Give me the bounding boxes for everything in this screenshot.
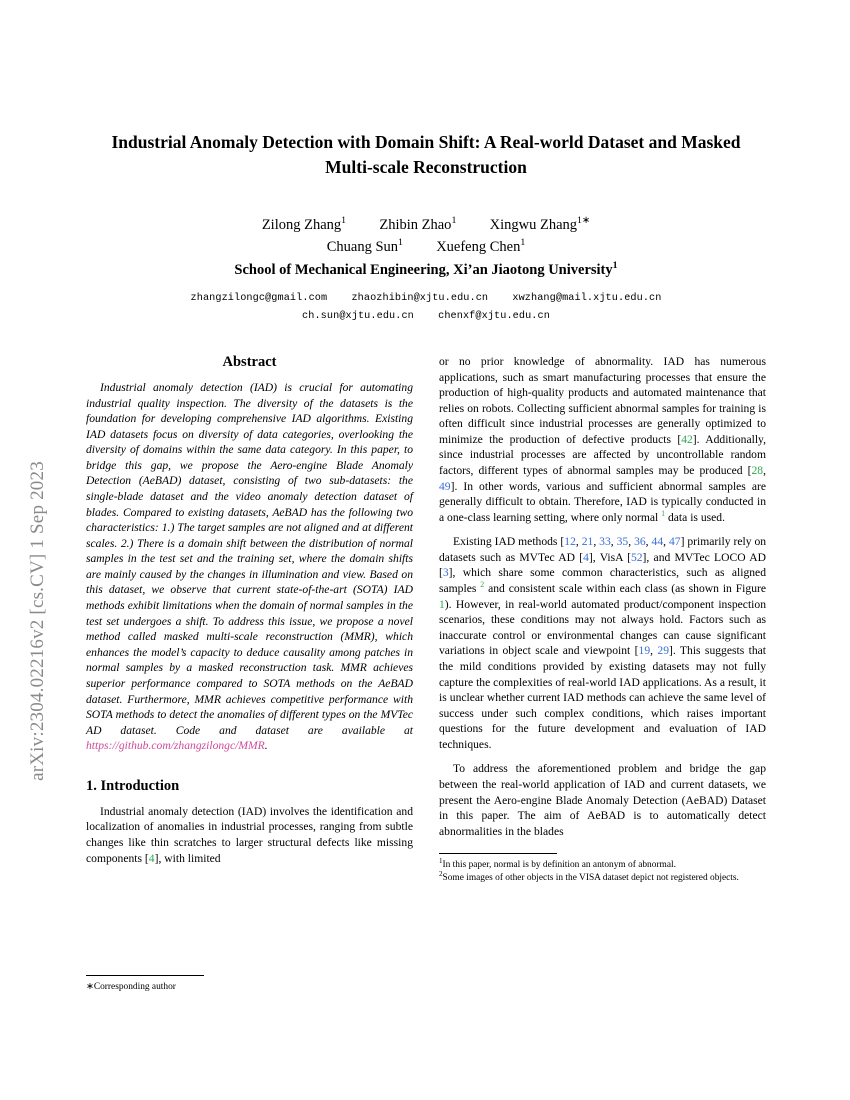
citation-47[interactable]: 47 [668,535,681,549]
author-1: Zilong Zhang$^1$ [261,214,347,233]
citation-33[interactable]: 33 [599,535,611,549]
author-3: Xingwu Zhang$^{1∗}$ [489,214,591,233]
citation-21[interactable]: 21 [581,535,594,549]
footnote-divider-right [439,853,557,854]
abstract-paragraph: Industrial anomaly detection (IAD) is crucial for automating industrial quality inspection. The diversity of the datasets is the foundation for developing comprehensive IAD algorithms. Existing IAD datasets focus on diversity of data categories, overlooking the diversity of domains within the same data category. In this paper, to bridge this gap, we propose the Aero-engine Blade Anomaly Detection (AeBAD) dataset, consisting of two sub-datasets: the single-blade dataset and the video anomaly detection dataset of blades. Compared to existing datasets, AeBAD has the following two characteristics: 1.) The target samples are not aligned and at different scales. 2.) There is a domain shift between the distribution of normal samples in the test set and the training set, where the domain shifts are mainly caused by the changes in illumination and view. Based on this dataset, we observe that current state-of-the-art (SOTA) IAD methods exhibit limitations when the domain of normal samples in the test set undergoes a shift. To address this issue, we propose a novel method called masked multi-scale reconstruction (MMR), which enhances the model’s capacity to deduce causality among patches in normal samples by a masked reconstruction task. MMR achieves superior performance compared to SOTA methods on the AeBAD dataset. Furthermore, MMR achieves competitive performance with SOTA methods to detect the anomalies of different types on the MVTec AD dataset. Code and dataset are available at https://github.com/zhangzilongc/MMR. [86,380,413,753]
footnote-ref-1[interactable]: 1 [661,508,666,518]
left-column [86,354,413,994]
right-paragraph-1: or no prior knowledge of abnormality. IAD has numerous applications, such as smart manufacturing processes that ensure the production of high-quality products and automated maintenance that relies on robots. Collecting sufficient abnormal samples for training is often difficult since industrial processes are generally optimized to minimize the production of defective products [42]. Additionally, since industrial processes are affected by uncontrollable random factors, different types of abnormal samples may be produced [28, 49]. In other words, various and sufficient abnormal samples are generally difficult to obtain. Therefore, IAD is typically conducted in a one-class learning setting, where only normal $^1$ data is used. [439,354,766,524]
citation-49[interactable]: 49 [439,479,451,493]
email-2[interactable]: zhaozhibin@xjtu.edu.cn [351,293,489,305]
citation-12[interactable]: 12 [564,535,576,549]
right-column [439,354,766,994]
citation-4[interactable]: 4 [148,851,155,865]
affiliation: School of Mechanical Engineering, Xi’an Jiaotong University$^1$ [234,260,618,279]
two-column-body [86,354,766,994]
left-footnote-area [86,963,204,994]
citation-3[interactable]: 3 [442,566,449,580]
email-3[interactable]: xwzhang@mail.xjtu.edu.cn [512,293,662,305]
citation-35[interactable]: 35 [616,535,629,549]
email-1[interactable]: zhangzilongc@gmail.com [190,293,328,305]
introduction-heading: 1. Introduction [86,777,180,794]
footnote-corresponding-author: ∗Corresponding author [86,982,176,993]
citation-44[interactable]: 44 [651,535,664,549]
email-5[interactable]: chenxf@xjtu.edu.cn [438,311,550,323]
intro-paragraph-1: Industrial anomaly detection (IAD) involves the identification and localization of anomalies in industrial processes, ranging from subtle changes like thin scratches to larger structural defects like missing components [4], with limited [86,804,413,865]
abstract-block [86,380,413,754]
email-list [86,290,766,326]
author-4: Chuang Sun$^1$ [326,236,403,255]
footnote-ref-2[interactable]: 2 [480,580,485,590]
email-4[interactable]: ch.sun@xjtu.edu.cn [302,311,414,323]
citation-4b[interactable]: 4 [583,550,589,564]
citation-29[interactable]: 29 [657,644,669,658]
footnote-2: $^2$Some images of other objects in the VISA dataset depict not registered objects. [439,869,739,883]
right-footnote-area [439,853,766,884]
author-2: Zhibin Zhao$^1$ [379,214,457,233]
citation-52[interactable]: 52 [630,550,643,564]
right-paragraph-3: To address the aforementioned problem and bridge the gap between the real-world application of IAD and current datasets, we present the Aero-engine Blade Anomaly Detection (AeBAD) Dataset in this paper. The aim of AeBAD is to automatically detect abnormalities in the blades [439,762,766,838]
figure-reference-1[interactable]: 1 [439,597,445,611]
citation-28[interactable]: 28 [751,463,764,477]
author-list [86,215,766,259]
footnote-divider [86,975,204,976]
citation-36[interactable]: 36 [634,535,646,549]
right-paragraph-2: Existing IAD methods [12, 21, 33, 35, 36, 44, 47] primarily rely on datasets such as MVTec AD [4], VisA [52], and MVTec LOCO AD [3], which share some common characteristics, such as aligned samples $^2$ and consistent scale within each class (as shown in Figure 1). However, in real-world automated product/component inspection scenarios, these conditions may not always hold. Factors such as inaccurate control or environmental changes can cause significant variations in object scale and viewpoint [19, 29]. This suggests that the mild conditions provided by existing datasets may not fully capture the complexities of real-world IAD applications. As a result, it is unclear whether current IAD methods can achieve the same level of success under such complex conditions, which raises important questions for the future development and evaluation of IAD techniques. [439,535,767,751]
code-dataset-link[interactable]: https://github.com/zhangzilongc/MMR [86,739,265,753]
citation-42[interactable]: 42 [681,432,693,446]
footnote-1: $^1$In this paper, normal is by definition an antonym of abnormal. [439,857,676,871]
page-title: Industrial Anomaly Detection with Domain Shift: A Real-world Dataset and Masked Multi-scale Reconstruction [111,132,741,178]
paper-content [86,130,766,994]
arxiv-stamp: arXiv:2304.02216v2 [cs.CV] 1 Sep 2023 [27,461,48,781]
citation-19[interactable]: 19 [638,644,651,658]
abstract-heading: Abstract [222,353,277,370]
author-5: Xuefeng Chen$^1$ [436,236,526,255]
